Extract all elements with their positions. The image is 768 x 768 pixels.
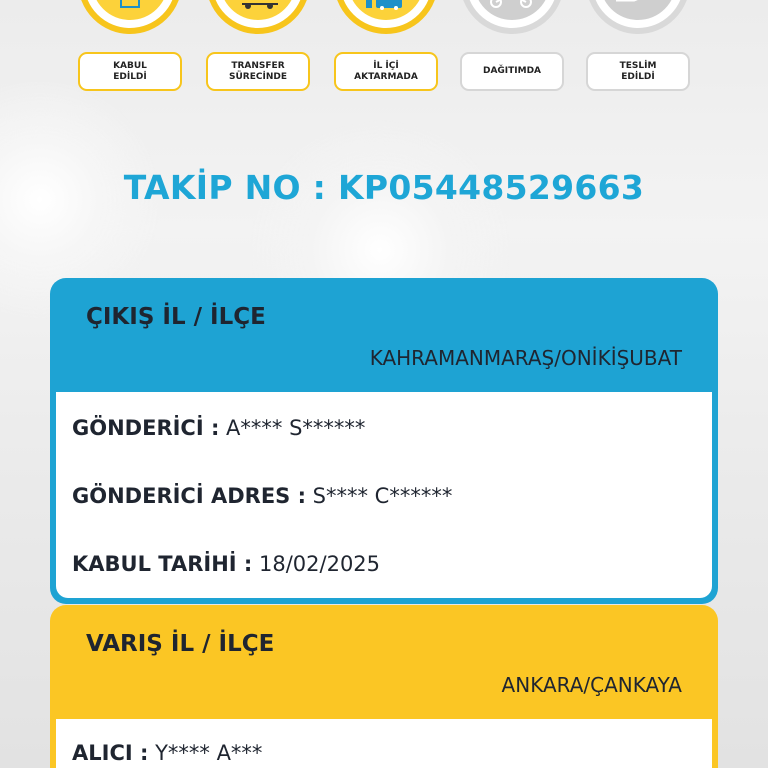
step-accepted (70, 0, 190, 100)
destination-card (50, 605, 718, 768)
destination-city-district: ANKARA/ÇANKAYA (501, 673, 682, 697)
delivered-hand-icon (586, 0, 690, 34)
accepted-box-icon (78, 0, 182, 34)
step-transfer (198, 0, 318, 100)
step-label: KABUL EDİLDİ (78, 52, 182, 91)
accept-date-row (72, 552, 380, 576)
origin-details (56, 392, 712, 598)
accept-date-value: 18/02/2025 (252, 552, 381, 576)
delivery-scooter-icon (460, 0, 564, 34)
sender-address-row (72, 484, 452, 508)
sender-label: GÖNDERİCİ : (72, 416, 220, 440)
step-label: DAĞITIMDA (460, 52, 564, 91)
recipient-label: ALICI : (72, 741, 149, 765)
sender-value: A**** S****** (219, 416, 366, 440)
sender-address-label: GÖNDERİCİ ADRES : (72, 484, 306, 508)
step-delivered (578, 0, 698, 100)
origin-city-district: KAHRAMANMARAŞ/ONİKİŞUBAT (369, 346, 682, 370)
sender-address-value: S**** C****** (306, 484, 453, 508)
origin-heading: ÇIKIŞ İL / İLÇE (86, 304, 266, 330)
tracking-number: TAKİP NO : KP05448529663 (123, 168, 645, 207)
origin-card (50, 278, 718, 604)
recipient-value: Y**** A*** (148, 741, 263, 765)
step-label: TRANSFER SÜRECİNDE (206, 52, 310, 91)
in-city-transfer-icon (334, 0, 438, 34)
step-delivery (452, 0, 572, 100)
accept-date-label: KABUL TARİHİ : (72, 552, 253, 576)
shipment-status-steps (0, 0, 768, 100)
step-label: İL İÇİ AKTARMADA (334, 52, 438, 91)
step-in-city-transfer (326, 0, 446, 100)
transfer-truck-icon (206, 0, 310, 34)
recipient-row (72, 741, 262, 765)
destination-details (56, 719, 712, 768)
sender-row (72, 416, 365, 440)
step-label: TESLİM EDİLDİ (586, 52, 690, 91)
destination-heading: VARIŞ İL / İLÇE (86, 631, 275, 657)
